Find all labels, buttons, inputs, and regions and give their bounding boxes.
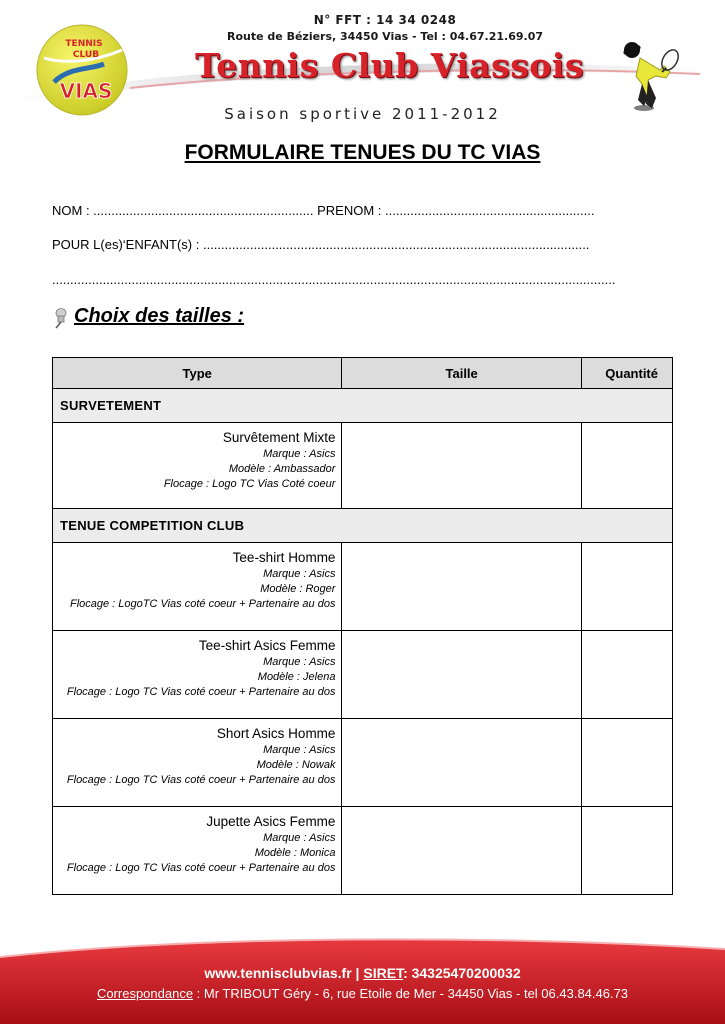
item-flocage: Flocage : Logo TC Vias Coté coeur bbox=[163, 478, 336, 490]
category-name: SURVETEMENT bbox=[53, 389, 673, 423]
siret-label: SIRET bbox=[363, 965, 404, 981]
table-row bbox=[53, 631, 673, 719]
header-quantity: Quantité bbox=[581, 358, 672, 389]
item-description bbox=[53, 807, 342, 895]
item-brand: Marque : Asics bbox=[263, 448, 336, 460]
item-name: Tee-shirt Asics Femme bbox=[198, 638, 336, 653]
item-model: Modèle : Nowak bbox=[256, 759, 336, 771]
tennis-player-icon bbox=[612, 40, 682, 112]
size-cell[interactable] bbox=[342, 543, 581, 631]
footer-separator: | bbox=[351, 965, 364, 981]
correspondance-label: Correspondance bbox=[96, 986, 194, 1001]
item-model: Modèle : Jelena bbox=[257, 671, 336, 683]
item-description bbox=[53, 423, 342, 509]
item-brand: Marque : Asics bbox=[263, 568, 336, 580]
item-name: Short Asics Homme bbox=[216, 726, 336, 741]
category-name: TENUE COMPETITION CLUB bbox=[53, 509, 673, 543]
item-flocage: Flocage : Logo TC Vias coté coeur + Partenaire au dos bbox=[66, 862, 336, 874]
header-size: Taille bbox=[342, 358, 581, 389]
header-type: Type bbox=[53, 358, 342, 389]
table-row bbox=[53, 543, 673, 631]
item-name: Jupette Asics Femme bbox=[206, 814, 336, 829]
nom-prenom-field[interactable]: NOM : ............................................................. PRENOM : .......................................................... bbox=[52, 203, 595, 218]
size-cell[interactable] bbox=[342, 423, 581, 509]
enfant-field[interactable]: POUR L(es)‘ENFANT(s) : ........................................................................................................... bbox=[52, 237, 590, 252]
section-title: Choix des tailles : bbox=[74, 305, 245, 327]
siret-value: : 34325470200032 bbox=[403, 965, 521, 981]
category-row bbox=[53, 389, 673, 423]
club-address: Route de Béziers, 34450 Vias - Tel : 04.67.21.69.07 bbox=[227, 30, 543, 43]
item-description bbox=[53, 719, 342, 807]
item-flocage: Flocage : LogoTC Vias coté coeur + Partenaire au dos bbox=[69, 598, 336, 610]
quantity-cell[interactable] bbox=[581, 631, 672, 719]
table-row bbox=[53, 807, 673, 895]
website-link[interactable]: www.tennisclubvias.fr bbox=[204, 965, 352, 981]
club-name: Tennis Club Viassois bbox=[195, 46, 584, 85]
item-brand: Marque : Asics bbox=[263, 744, 336, 756]
season-subtitle: Saison sportive 2011-2012 bbox=[224, 105, 501, 123]
item-model: Modèle : Roger bbox=[260, 583, 336, 595]
item-brand: Marque : Asics bbox=[263, 656, 336, 668]
item-brand: Marque : Asics bbox=[263, 832, 336, 844]
table-row bbox=[53, 719, 673, 807]
footer-website-line bbox=[0, 965, 725, 981]
pushpin-icon bbox=[50, 307, 70, 329]
size-cell[interactable] bbox=[342, 719, 581, 807]
table-header-row bbox=[53, 358, 673, 389]
quantity-cell[interactable] bbox=[581, 543, 672, 631]
club-logo bbox=[34, 22, 130, 118]
category-row bbox=[53, 509, 673, 543]
item-model: Modèle : Ambassador bbox=[228, 463, 336, 475]
size-cell[interactable] bbox=[342, 807, 581, 895]
form-title bbox=[0, 141, 725, 165]
item-model: Modèle : Monica bbox=[254, 847, 336, 859]
logo-text-tennis: TENNIS bbox=[65, 39, 103, 49]
form-title-text: FORMULAIRE TENUES DU TC VIAS bbox=[184, 141, 541, 164]
logo-text-vias: VIAS bbox=[59, 79, 113, 103]
correspondance-text: : Mr TRIBOUT Géry - 6, rue Etoile de Mer - 34450 Vias - tel 06.43.84.46.73 bbox=[193, 986, 629, 1001]
footer-correspondance-line bbox=[0, 986, 725, 1001]
item-flocage: Flocage : Logo TC Vias coté coeur + Partenaire au dos bbox=[66, 774, 336, 786]
quantity-cell[interactable] bbox=[581, 807, 672, 895]
size-cell[interactable] bbox=[342, 631, 581, 719]
item-name: Tee-shirt Homme bbox=[232, 550, 336, 565]
item-name: Survêtement Mixte bbox=[222, 430, 336, 445]
size-table bbox=[52, 357, 673, 895]
quantity-cell[interactable] bbox=[581, 719, 672, 807]
table-row bbox=[53, 423, 673, 509]
fft-number: N° FFT : 14 34 0248 bbox=[313, 13, 457, 27]
item-description bbox=[53, 631, 342, 719]
item-flocage: Flocage : Logo TC Vias coté coeur + Partenaire au dos bbox=[66, 686, 336, 698]
extra-line-field[interactable]: ............................................................................................................................................................ bbox=[52, 272, 616, 287]
quantity-cell[interactable] bbox=[581, 423, 672, 509]
item-description bbox=[53, 543, 342, 631]
logo-text-club: CLUB bbox=[72, 50, 100, 60]
